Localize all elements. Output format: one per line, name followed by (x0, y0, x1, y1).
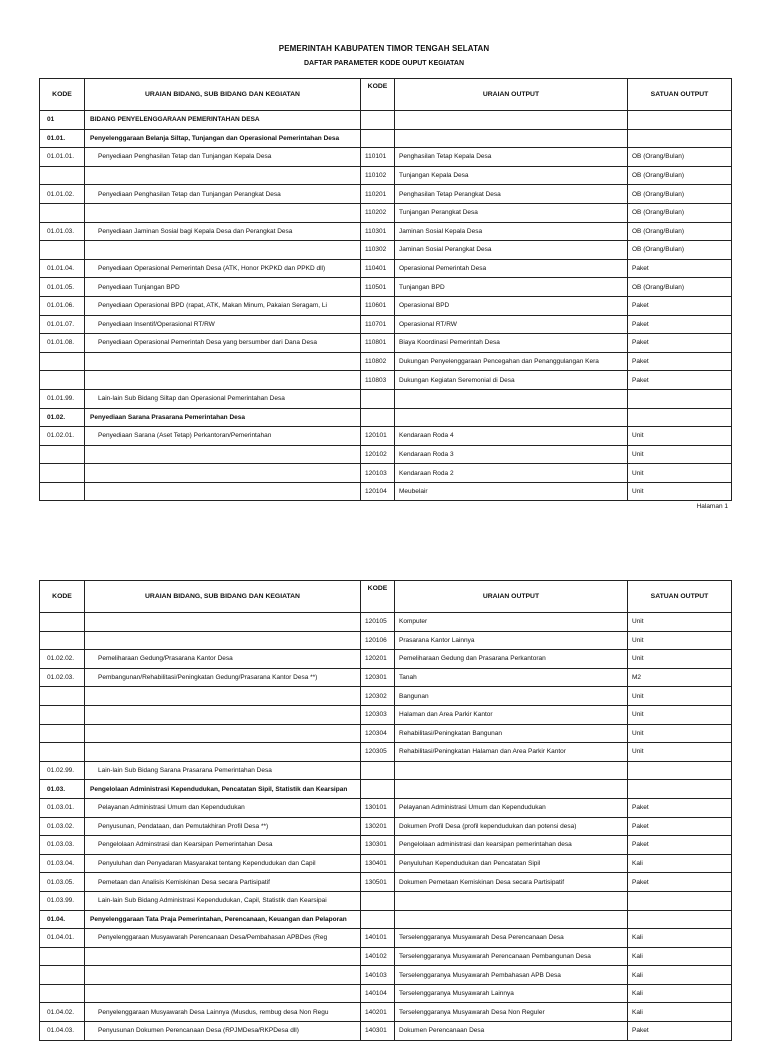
table-row (40, 743, 732, 762)
cell-kode (40, 743, 85, 762)
cell-satuan-output: Unit (628, 687, 732, 706)
cell-kode-output (361, 389, 395, 408)
cell-satuan-output: Paket (628, 873, 732, 892)
cell-uraian-output: Dokumen Perencanaan Desa (395, 1022, 628, 1041)
col-header-kode: KODE (40, 581, 85, 613)
cell-kode: 01.01.08. (40, 334, 85, 353)
cell-uraian-output: Dokumen Pemetaan Kemiskinan Desa secara Partisipatif (395, 873, 628, 892)
table-row (40, 315, 732, 334)
col-header-uraian-bidang: URAIAN BIDANG, SUB BIDANG DAN KEGIATAN (85, 79, 361, 111)
cell-uraian-bidang: Penyusunan, Pendataan, dan Pemutakhiran Profil Desa **) (85, 817, 361, 836)
cell-uraian-bidang: Pembangunan/Rehabilitasi/Peningkatan Gedung/Prasarana Kantor Desa **) (85, 668, 361, 687)
cell-kode (40, 352, 85, 371)
col-header-uraian-bidang: URAIAN BIDANG, SUB BIDANG DAN KEGIATAN (85, 581, 361, 613)
cell-kode: 01.01. (40, 129, 85, 148)
cell-kode-output: 140101 (361, 929, 395, 948)
cell-satuan-output: Kali (628, 966, 732, 985)
cell-uraian-bidang: Penyediaan Operasional BPD (rapat, ATK, Makan Minum, Pakaian Seragam, Li (85, 296, 361, 315)
cell-satuan-output: Unit (628, 743, 732, 762)
cell-kode: 01.04.02. (40, 1003, 85, 1022)
cell-kode (40, 482, 85, 501)
cell-uraian-output: Kendaraan Roda 3 (395, 445, 628, 464)
cell-kode (40, 724, 85, 743)
cell-satuan-output (628, 910, 732, 929)
table-row (40, 724, 732, 743)
cell-satuan-output: OB (Orang/Bulan) (628, 241, 732, 260)
cell-kode: 01.01.06. (40, 296, 85, 315)
cell-uraian-bidang: Penyediaan Tunjangan BPD (85, 278, 361, 297)
cell-satuan-output: Unit (628, 482, 732, 501)
cell-kode-output: 110501 (361, 278, 395, 297)
cell-satuan-output: Unit (628, 464, 732, 483)
cell-uraian-bidang (85, 241, 361, 260)
cell-uraian-bidang: Pengelolaan Adminstrasi dan Kearsipan Pemerintahan Desa (85, 836, 361, 855)
document-title: PEMERINTAH KABUPATEN TIMOR TENGAH SELATAN (278, 44, 490, 53)
cell-kode-output: 110401 (361, 259, 395, 278)
cell-satuan-output: Paket (628, 817, 732, 836)
cell-uraian-output (395, 389, 628, 408)
table-row (40, 947, 732, 966)
table-row (40, 687, 732, 706)
table-row (40, 352, 732, 371)
cell-satuan-output: Unit (628, 631, 732, 650)
cell-kode-output (361, 111, 395, 130)
cell-kode: 01.01.04. (40, 259, 85, 278)
cell-kode-output (361, 761, 395, 780)
cell-uraian-output: Rehabilitasi/Peningkatan Bangunan (395, 724, 628, 743)
cell-uraian-bidang (85, 482, 361, 501)
cell-kode-output: 110803 (361, 371, 395, 390)
cell-uraian-bidang: Penyediaan Penghasilan Tetap dan Tunjangan Perangkat Desa (85, 185, 361, 204)
cell-uraian-output (395, 129, 628, 148)
col-header-kode-output: KODE (361, 581, 395, 613)
cell-kode-output (361, 780, 395, 799)
cell-uraian-output: Meubelair (395, 482, 628, 501)
cell-kode-output: 120303 (361, 705, 395, 724)
cell-kode-output: 110102 (361, 166, 395, 185)
cell-kode-output: 110302 (361, 241, 395, 260)
cell-uraian-output: Operasional RT/RW (395, 315, 628, 334)
cell-kode-output: 120301 (361, 668, 395, 687)
cell-uraian-bidang (85, 613, 361, 632)
cell-kode-output: 110701 (361, 315, 395, 334)
table-row (40, 185, 732, 204)
cell-satuan-output: OB (Orang/Bulan) (628, 185, 732, 204)
cell-uraian-output: Dukungan Penyelenggaraan Pencegahan dan Penanggulangan Kera (395, 352, 628, 371)
table-row (40, 427, 732, 446)
cell-uraian-output (395, 891, 628, 910)
cell-kode: 01.01.03. (40, 222, 85, 241)
cell-satuan-output: OB (Orang/Bulan) (628, 222, 732, 241)
cell-satuan-output: OB (Orang/Bulan) (628, 148, 732, 167)
cell-kode-output: 130401 (361, 854, 395, 873)
cell-kode-output (361, 891, 395, 910)
table-row (40, 241, 732, 260)
cell-kode-output: 140103 (361, 966, 395, 985)
cell-uraian-output: Dukungan Kegiatan Seremonial di Desa (395, 371, 628, 390)
cell-kode-output: 110601 (361, 296, 395, 315)
table-row (40, 259, 732, 278)
cell-satuan-output (628, 761, 732, 780)
cell-kode: 01.02.02. (40, 650, 85, 669)
cell-uraian-output: Komputer (395, 613, 628, 632)
cell-uraian-output: Bangunan (395, 687, 628, 706)
cell-kode-output: 140104 (361, 984, 395, 1003)
cell-kode: 01.01.05. (40, 278, 85, 297)
table-row (40, 836, 732, 855)
cell-uraian-bidang: Penyuluhan dan Penyadaran Masyarakat tentang Kependudukan dan Capil (85, 854, 361, 873)
table-row (40, 371, 732, 390)
cell-uraian-bidang: Lain-lain Sub Bidang Sarana Prasarana Pemerintahan Desa (85, 761, 361, 780)
cell-uraian-bidang: Penyediaan Sarana Prasarana Pemerintahan Desa (85, 408, 361, 427)
table-row (40, 464, 732, 483)
cell-kode: 01.03.01. (40, 798, 85, 817)
cell-kode: 01.02. (40, 408, 85, 427)
cell-satuan-output: Kali (628, 984, 732, 1003)
cell-satuan-output (628, 408, 732, 427)
cell-uraian-bidang (85, 966, 361, 985)
cell-kode-output: 140301 (361, 1022, 395, 1041)
cell-satuan-output (628, 891, 732, 910)
parameter-table-page-2 (39, 580, 732, 1041)
cell-kode-output: 110202 (361, 203, 395, 222)
cell-kode-output: 120106 (361, 631, 395, 650)
table-row (40, 111, 732, 130)
cell-kode-output: 120302 (361, 687, 395, 706)
cell-uraian-bidang: Penyelenggaraan Belanja Siltap, Tunjangan dan Operasional Pemerintahan Desa (85, 129, 361, 148)
cell-uraian-bidang: Penyediaan Operasional Pemerintah Desa yang bersumber dari Dana Desa (85, 334, 361, 353)
cell-kode: 01.01.99. (40, 389, 85, 408)
cell-kode: 01.03.04. (40, 854, 85, 873)
table-row (40, 166, 732, 185)
cell-kode-output: 130101 (361, 798, 395, 817)
cell-uraian-output: Rehabilitasi/Peningkatan Halaman dan Area Parkir Kantor (395, 743, 628, 762)
cell-uraian-bidang (85, 984, 361, 1003)
cell-kode: 01.01.02. (40, 185, 85, 204)
cell-uraian-output: Operasional Pemerintah Desa (395, 259, 628, 278)
cell-uraian-bidang: Pengelolaan Administrasi Kependudukan, Pencatatan Sipil, Statistik dan Kearsipan (85, 780, 361, 799)
cell-uraian-bidang: Pemetaan dan Analisis Kemiskinan Desa secara Partisipatif (85, 873, 361, 892)
cell-kode: 01.02.03. (40, 668, 85, 687)
table-row (40, 817, 732, 836)
cell-uraian-output: Pelayanan Administrasi Umum dan Kependudukan (395, 798, 628, 817)
cell-kode: 01.04. (40, 910, 85, 929)
table-row (40, 984, 732, 1003)
cell-uraian-bidang: Lain-lain Sub Bidang Siltap dan Operasional Pemerintahan Desa (85, 389, 361, 408)
cell-uraian-bidang: Penyelenggaraan Tata Praja Pemerintahan, Perencanaan, Keuangan dan Pelaporan (85, 910, 361, 929)
cell-satuan-output: OB (Orang/Bulan) (628, 166, 732, 185)
table-row (40, 631, 732, 650)
cell-uraian-output: Tunjangan Kepala Desa (395, 166, 628, 185)
cell-kode: 01 (40, 111, 85, 130)
cell-satuan-output: OB (Orang/Bulan) (628, 278, 732, 297)
cell-uraian-output: Terselenggaranya Musyawarah Desa Non Reguler (395, 1003, 628, 1022)
table-row (40, 891, 732, 910)
cell-uraian-bidang: BIDANG PENYELENGGARAAN PEMERINTAHAN DESA (85, 111, 361, 130)
table-row (40, 278, 732, 297)
table-row (40, 668, 732, 687)
table-row (40, 613, 732, 632)
cell-kode-output: 110201 (361, 185, 395, 204)
cell-uraian-bidang: Lain-lain Sub Bidang Administrasi Kependudukan, Capil, Statistik dan Kearsipai (85, 891, 361, 910)
table-row (40, 334, 732, 353)
cell-kode (40, 705, 85, 724)
cell-uraian-bidang (85, 724, 361, 743)
cell-uraian-output: Tunjangan Perangkat Desa (395, 203, 628, 222)
cell-kode: 01.03.03. (40, 836, 85, 855)
cell-uraian-bidang: Penyelenggaraan Musyawarah Perencanaan Desa/Pembahasan APBDes (Reg (85, 929, 361, 948)
page-number: Halaman 1 (696, 503, 728, 510)
cell-kode-output: 110301 (361, 222, 395, 241)
table-row (40, 650, 732, 669)
cell-satuan-output (628, 111, 732, 130)
cell-uraian-output: Kendaraan Roda 2 (395, 464, 628, 483)
table-row (40, 148, 732, 167)
table-row (40, 705, 732, 724)
cell-kode: 01.04.01. (40, 929, 85, 948)
cell-uraian-output: Operasional BPD (395, 296, 628, 315)
cell-kode (40, 464, 85, 483)
cell-kode (40, 445, 85, 464)
cell-kode-output (361, 129, 395, 148)
cell-satuan-output: Paket (628, 1022, 732, 1041)
cell-uraian-output: Dokumen Profil Desa (profil kependudukan dan potensi desa) (395, 817, 628, 836)
cell-uraian-bidang: Pelayanan Administrasi Umum dan Kependudukan (85, 798, 361, 817)
table-header-row (40, 79, 732, 111)
cell-kode-output: 110801 (361, 334, 395, 353)
cell-uraian-bidang (85, 687, 361, 706)
cell-uraian-output: Pengelolaan administrasi dan kearsipan pemerintahan desa (395, 836, 628, 855)
cell-uraian-output: Terselenggaranya Musyawarah Pembahasan APB Desa (395, 966, 628, 985)
cell-kode: 01.02.01. (40, 427, 85, 446)
table-row (40, 1022, 732, 1041)
cell-uraian-bidang (85, 631, 361, 650)
cell-satuan-output: Paket (628, 315, 732, 334)
cell-kode: 01.03.02. (40, 817, 85, 836)
table-row (40, 761, 732, 780)
cell-kode (40, 613, 85, 632)
cell-kode: 01.01.01. (40, 148, 85, 167)
cell-uraian-output (395, 111, 628, 130)
table-row (40, 966, 732, 985)
col-header-kode-output: KODE (361, 79, 395, 111)
cell-kode: 01.03. (40, 780, 85, 799)
cell-kode-output: 130501 (361, 873, 395, 892)
cell-uraian-bidang: Penyediaan Sarana (Aset Tetap) Perkantoran/Pemerintahan (85, 427, 361, 446)
cell-satuan-output: Paket (628, 798, 732, 817)
table-row (40, 203, 732, 222)
col-header-uraian-output: URAIAN OUTPUT (395, 581, 628, 613)
cell-satuan-output: Paket (628, 259, 732, 278)
cell-kode (40, 371, 85, 390)
cell-kode (40, 241, 85, 260)
cell-uraian-output: Penyuluhan Kependudukan dan Pencatatan Sipil (395, 854, 628, 873)
cell-kode-output: 120304 (361, 724, 395, 743)
cell-kode: 01.03.05. (40, 873, 85, 892)
cell-uraian-output: Jaminan Sosial Kepala Desa (395, 222, 628, 241)
cell-satuan-output (628, 780, 732, 799)
cell-uraian-bidang (85, 743, 361, 762)
table-row (40, 780, 732, 799)
table-row (40, 798, 732, 817)
document-subtitle: DAFTAR PARAMETER KODE OUPUT KEGIATAN (303, 60, 465, 67)
cell-satuan-output: OB (Orang/Bulan) (628, 203, 732, 222)
cell-uraian-bidang (85, 464, 361, 483)
cell-uraian-bidang: Penyediaan Jaminan Sosial bagi Kepala Desa dan Perangkat Desa (85, 222, 361, 241)
col-header-kode: KODE (40, 79, 85, 111)
cell-uraian-output (395, 910, 628, 929)
cell-uraian-output: Tanah (395, 668, 628, 687)
cell-kode (40, 687, 85, 706)
parameter-table-page-1 (39, 78, 732, 501)
cell-uraian-output (395, 761, 628, 780)
cell-uraian-output (395, 780, 628, 799)
cell-kode (40, 631, 85, 650)
cell-uraian-bidang (85, 371, 361, 390)
cell-satuan-output: Unit (628, 445, 732, 464)
cell-uraian-bidang (85, 705, 361, 724)
table-row (40, 1003, 732, 1022)
col-header-satuan-output: SATUAN OUTPUT (628, 79, 732, 111)
cell-uraian-bidang (85, 352, 361, 371)
cell-uraian-output: Biaya Koordinasi Pemerintah Desa (395, 334, 628, 353)
cell-satuan-output: Paket (628, 334, 732, 353)
cell-kode-output: 130301 (361, 836, 395, 855)
cell-kode-output (361, 408, 395, 427)
table-row (40, 873, 732, 892)
cell-kode: 01.03.99. (40, 891, 85, 910)
cell-kode-output: 120105 (361, 613, 395, 632)
col-header-satuan-output: SATUAN OUTPUT (628, 581, 732, 613)
cell-kode-output: 110802 (361, 352, 395, 371)
table-row (40, 129, 732, 148)
cell-satuan-output: Unit (628, 705, 732, 724)
cell-uraian-output: Penghasilan Tetap Perangkat Desa (395, 185, 628, 204)
cell-kode (40, 984, 85, 1003)
cell-satuan-output (628, 129, 732, 148)
cell-uraian-output (395, 408, 628, 427)
cell-uraian-bidang: Penyusunan Dokumen Perencanaan Desa (RPJMDesa/RKPDesa dll) (85, 1022, 361, 1041)
cell-kode-output: 120103 (361, 464, 395, 483)
cell-satuan-output: Paket (628, 371, 732, 390)
cell-uraian-bidang (85, 203, 361, 222)
cell-kode (40, 203, 85, 222)
cell-uraian-output: Tunjangan BPD (395, 278, 628, 297)
cell-satuan-output: Unit (628, 724, 732, 743)
cell-satuan-output: Unit (628, 427, 732, 446)
table-row (40, 854, 732, 873)
cell-satuan-output: Unit (628, 613, 732, 632)
cell-uraian-bidang: Pemeliharaan Gedung/Prasarana Kantor Desa (85, 650, 361, 669)
cell-uraian-output: Pemeliharaan Gedung dan Prasarana Perkantoran (395, 650, 628, 669)
cell-kode (40, 947, 85, 966)
table-row (40, 408, 732, 427)
cell-kode-output: 120104 (361, 482, 395, 501)
cell-satuan-output: Kali (628, 929, 732, 948)
cell-kode-output (361, 910, 395, 929)
table-row (40, 445, 732, 464)
table-header-row (40, 581, 732, 613)
table-row (40, 482, 732, 501)
cell-satuan-output: Paket (628, 836, 732, 855)
cell-uraian-output: Halaman dan Area Parkir Kantor (395, 705, 628, 724)
cell-satuan-output: Paket (628, 296, 732, 315)
cell-kode-output: 120101 (361, 427, 395, 446)
cell-kode-output: 120305 (361, 743, 395, 762)
cell-satuan-output: Kali (628, 947, 732, 966)
cell-kode-output: 110101 (361, 148, 395, 167)
cell-uraian-output: Terselenggaranya Musyawarah Desa Perencanaan Desa (395, 929, 628, 948)
cell-kode-output: 130201 (361, 817, 395, 836)
cell-satuan-output: Unit (628, 650, 732, 669)
cell-satuan-output: Paket (628, 352, 732, 371)
table-row (40, 929, 732, 948)
table-row (40, 296, 732, 315)
table-row (40, 910, 732, 929)
cell-uraian-output: Penghasilan Tetap Kepala Desa (395, 148, 628, 167)
table-row (40, 389, 732, 408)
cell-uraian-bidang: Penyediaan Operasional Pemerintah Desa (ATK, Honor PKPKD dan PPKD dll) (85, 259, 361, 278)
cell-uraian-bidang (85, 445, 361, 464)
cell-kode-output: 120102 (361, 445, 395, 464)
cell-uraian-bidang: Penyelenggaraan Musyawarah Desa Lainnya (Musdus, rembug desa Non Regu (85, 1003, 361, 1022)
cell-kode: 01.04.03. (40, 1022, 85, 1041)
cell-uraian-bidang: Penyediaan Penghasilan Tetap dan Tunjangan Kepala Desa (85, 148, 361, 167)
cell-uraian-output: Jaminan Sosial Perangkat Desa (395, 241, 628, 260)
cell-uraian-output: Terselenggaranya Musyawarah Perencanaan Pembangunan Desa (395, 947, 628, 966)
cell-satuan-output: Kali (628, 854, 732, 873)
table-row (40, 222, 732, 241)
cell-uraian-bidang (85, 166, 361, 185)
cell-satuan-output: M2 (628, 668, 732, 687)
cell-uraian-bidang: Penyediaan Insentif/Operasional RT/RW (85, 315, 361, 334)
cell-kode-output: 120201 (361, 650, 395, 669)
cell-kode (40, 166, 85, 185)
cell-kode-output: 140201 (361, 1003, 395, 1022)
cell-uraian-output: Prasarana Kantor Lainnya (395, 631, 628, 650)
cell-kode: 01.01.07. (40, 315, 85, 334)
cell-uraian-output: Terselenggaranya Musyawarah Lainnya (395, 984, 628, 1003)
cell-kode: 01.02.99. (40, 761, 85, 780)
cell-uraian-bidang (85, 947, 361, 966)
cell-uraian-output: Kendaraan Roda 4 (395, 427, 628, 446)
cell-satuan-output (628, 389, 732, 408)
cell-kode (40, 966, 85, 985)
cell-kode-output: 140102 (361, 947, 395, 966)
col-header-uraian-output: URAIAN OUTPUT (395, 79, 628, 111)
cell-satuan-output: Kali (628, 1003, 732, 1022)
